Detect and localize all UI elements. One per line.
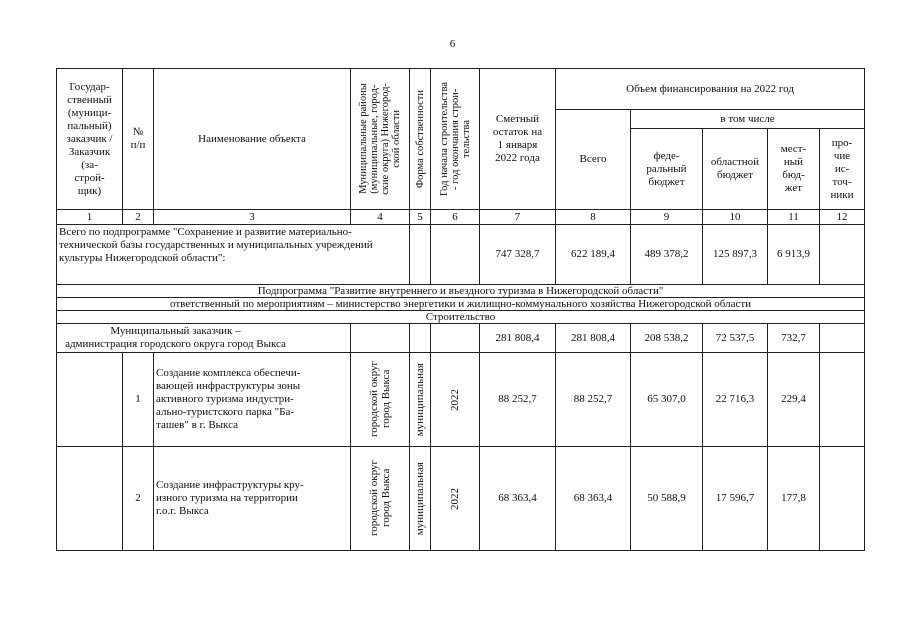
object-ownership-text: муниципальная bbox=[414, 461, 426, 536]
column-number: 10 bbox=[703, 210, 768, 225]
object-district bbox=[351, 353, 410, 447]
object-name: Создание комплекса обеспечи- вающей инфраструктуры зоны активного туризма индустри- ально-туристского парка "Ба- ташев" в г. Выкса bbox=[154, 353, 351, 447]
object-years bbox=[431, 353, 480, 447]
section-row bbox=[57, 311, 865, 324]
customer-label: Муниципальный заказчик – администрация городского округа город Выкса bbox=[57, 324, 351, 353]
object-federal: 50 588,9 bbox=[631, 447, 703, 551]
object-estimated: 88 252,7 bbox=[480, 353, 556, 447]
object-regional: 22 716,3 bbox=[703, 353, 768, 447]
subprogram-total-row bbox=[57, 225, 865, 285]
object-local: 229,4 bbox=[768, 353, 820, 447]
object-federal: 65 307,0 bbox=[631, 353, 703, 447]
customer-federal: 208 538,2 bbox=[631, 324, 703, 353]
header-number: № п/п bbox=[123, 69, 154, 210]
header-object-name: Наименование объекта bbox=[154, 69, 351, 210]
column-number: 2 bbox=[123, 210, 154, 225]
header-federal: феде- ральный бюджет bbox=[631, 129, 703, 210]
header-years-text: Год начала строительства - год окончания строи- тельства bbox=[438, 82, 472, 196]
object-ownership-text: муниципальная bbox=[414, 362, 426, 437]
object-ownership bbox=[410, 353, 431, 447]
object-other bbox=[820, 447, 865, 551]
column-number: 4 bbox=[351, 210, 410, 225]
customer-local: 732,7 bbox=[768, 324, 820, 353]
object-number: 2 bbox=[123, 447, 154, 551]
empty-cell bbox=[57, 447, 123, 551]
subprogram-title-row bbox=[57, 285, 865, 298]
column-number: 8 bbox=[556, 210, 631, 225]
column-number: 11 bbox=[768, 210, 820, 225]
column-number: 3 bbox=[154, 210, 351, 225]
header-including: в том числе bbox=[631, 110, 865, 129]
column-number: 6 bbox=[431, 210, 480, 225]
object-estimated: 68 363,4 bbox=[480, 447, 556, 551]
page-number: 6 bbox=[449, 38, 456, 50]
subprogram-title: Подпрограмма "Развитие внутреннего и въездного туризма в Нижегородской области" bbox=[57, 285, 865, 298]
object-row bbox=[57, 353, 865, 447]
header-total: Всего bbox=[556, 110, 631, 210]
object-total: 68 363,4 bbox=[556, 447, 631, 551]
customer-estimated: 281 808,4 bbox=[480, 324, 556, 353]
customer-row bbox=[57, 324, 865, 353]
section-title: Строительство bbox=[57, 311, 865, 324]
header-ownership-text: Форма собственности bbox=[414, 89, 426, 189]
object-total: 88 252,7 bbox=[556, 353, 631, 447]
column-number: 7 bbox=[480, 210, 556, 225]
column-number: 1 bbox=[57, 210, 123, 225]
total-local: 6 913,9 bbox=[768, 225, 820, 285]
empty-cell bbox=[410, 324, 431, 353]
customer-total: 281 808,4 bbox=[556, 324, 631, 353]
header-districts bbox=[351, 69, 410, 210]
column-numbers-row bbox=[57, 210, 865, 225]
empty-cell bbox=[431, 225, 480, 285]
object-district-text: городской округ город Выкса bbox=[368, 460, 392, 537]
responsible-row bbox=[57, 298, 865, 311]
object-district bbox=[351, 447, 410, 551]
subprogram-total-label: Всего по подпрограмме "Сохранение и развитие материально-технической базы государственных и муниципальных учреждений культуры Нижегородской области": bbox=[57, 225, 410, 285]
responsible-ministry: ответственный по мероприятиям – министерство энергетики и жилищно-коммунального хозяйства Нижегородской области bbox=[57, 298, 865, 311]
object-other bbox=[820, 353, 865, 447]
column-number: 9 bbox=[631, 210, 703, 225]
object-number: 1 bbox=[123, 353, 154, 447]
object-years-text: 2022 bbox=[449, 388, 461, 411]
header-financing: Объем финансирования на 2022 год bbox=[556, 69, 865, 110]
header-local: мест- ный бюд- жет bbox=[768, 129, 820, 210]
empty-cell bbox=[431, 324, 480, 353]
total-federal: 489 378,2 bbox=[631, 225, 703, 285]
object-row bbox=[57, 447, 865, 551]
header-districts-text: Муниципальные районы (муниципальные, город- ские округа) Нижегород- ской области bbox=[358, 83, 402, 195]
object-district-text: городской округ город Выкса bbox=[368, 361, 392, 438]
header-row-1 bbox=[57, 69, 865, 110]
header-other: про- чие ис- точ- ники bbox=[820, 129, 865, 210]
total-other bbox=[820, 225, 865, 285]
empty-cell bbox=[57, 353, 123, 447]
object-years-text: 2022 bbox=[449, 487, 461, 510]
customer-regional: 72 537,5 bbox=[703, 324, 768, 353]
object-name: Создание инфраструктуры кру- изного туризма на территории г.о.г. Выкса bbox=[154, 447, 351, 551]
header-regional: областной бюджет bbox=[703, 129, 768, 210]
empty-cell bbox=[351, 324, 410, 353]
column-number: 5 bbox=[410, 210, 431, 225]
header-ownership bbox=[410, 69, 431, 210]
empty-cell bbox=[410, 225, 431, 285]
column-number: 12 bbox=[820, 210, 865, 225]
header-customer: Государ- ственный (муници- пальный) заказчик / Заказчик (за- строй- щик) bbox=[57, 69, 123, 210]
total-estimated: 747 328,7 bbox=[480, 225, 556, 285]
object-local: 177,8 bbox=[768, 447, 820, 551]
object-years bbox=[431, 447, 480, 551]
total-regional: 125 897,3 bbox=[703, 225, 768, 285]
customer-other bbox=[820, 324, 865, 353]
header-estimated-balance: Сметный остаток на 1 января 2022 года bbox=[480, 69, 556, 210]
financing-table bbox=[56, 68, 865, 551]
object-ownership bbox=[410, 447, 431, 551]
total-sum: 622 189,4 bbox=[556, 225, 631, 285]
header-years bbox=[431, 69, 480, 210]
object-regional: 17 596,7 bbox=[703, 447, 768, 551]
